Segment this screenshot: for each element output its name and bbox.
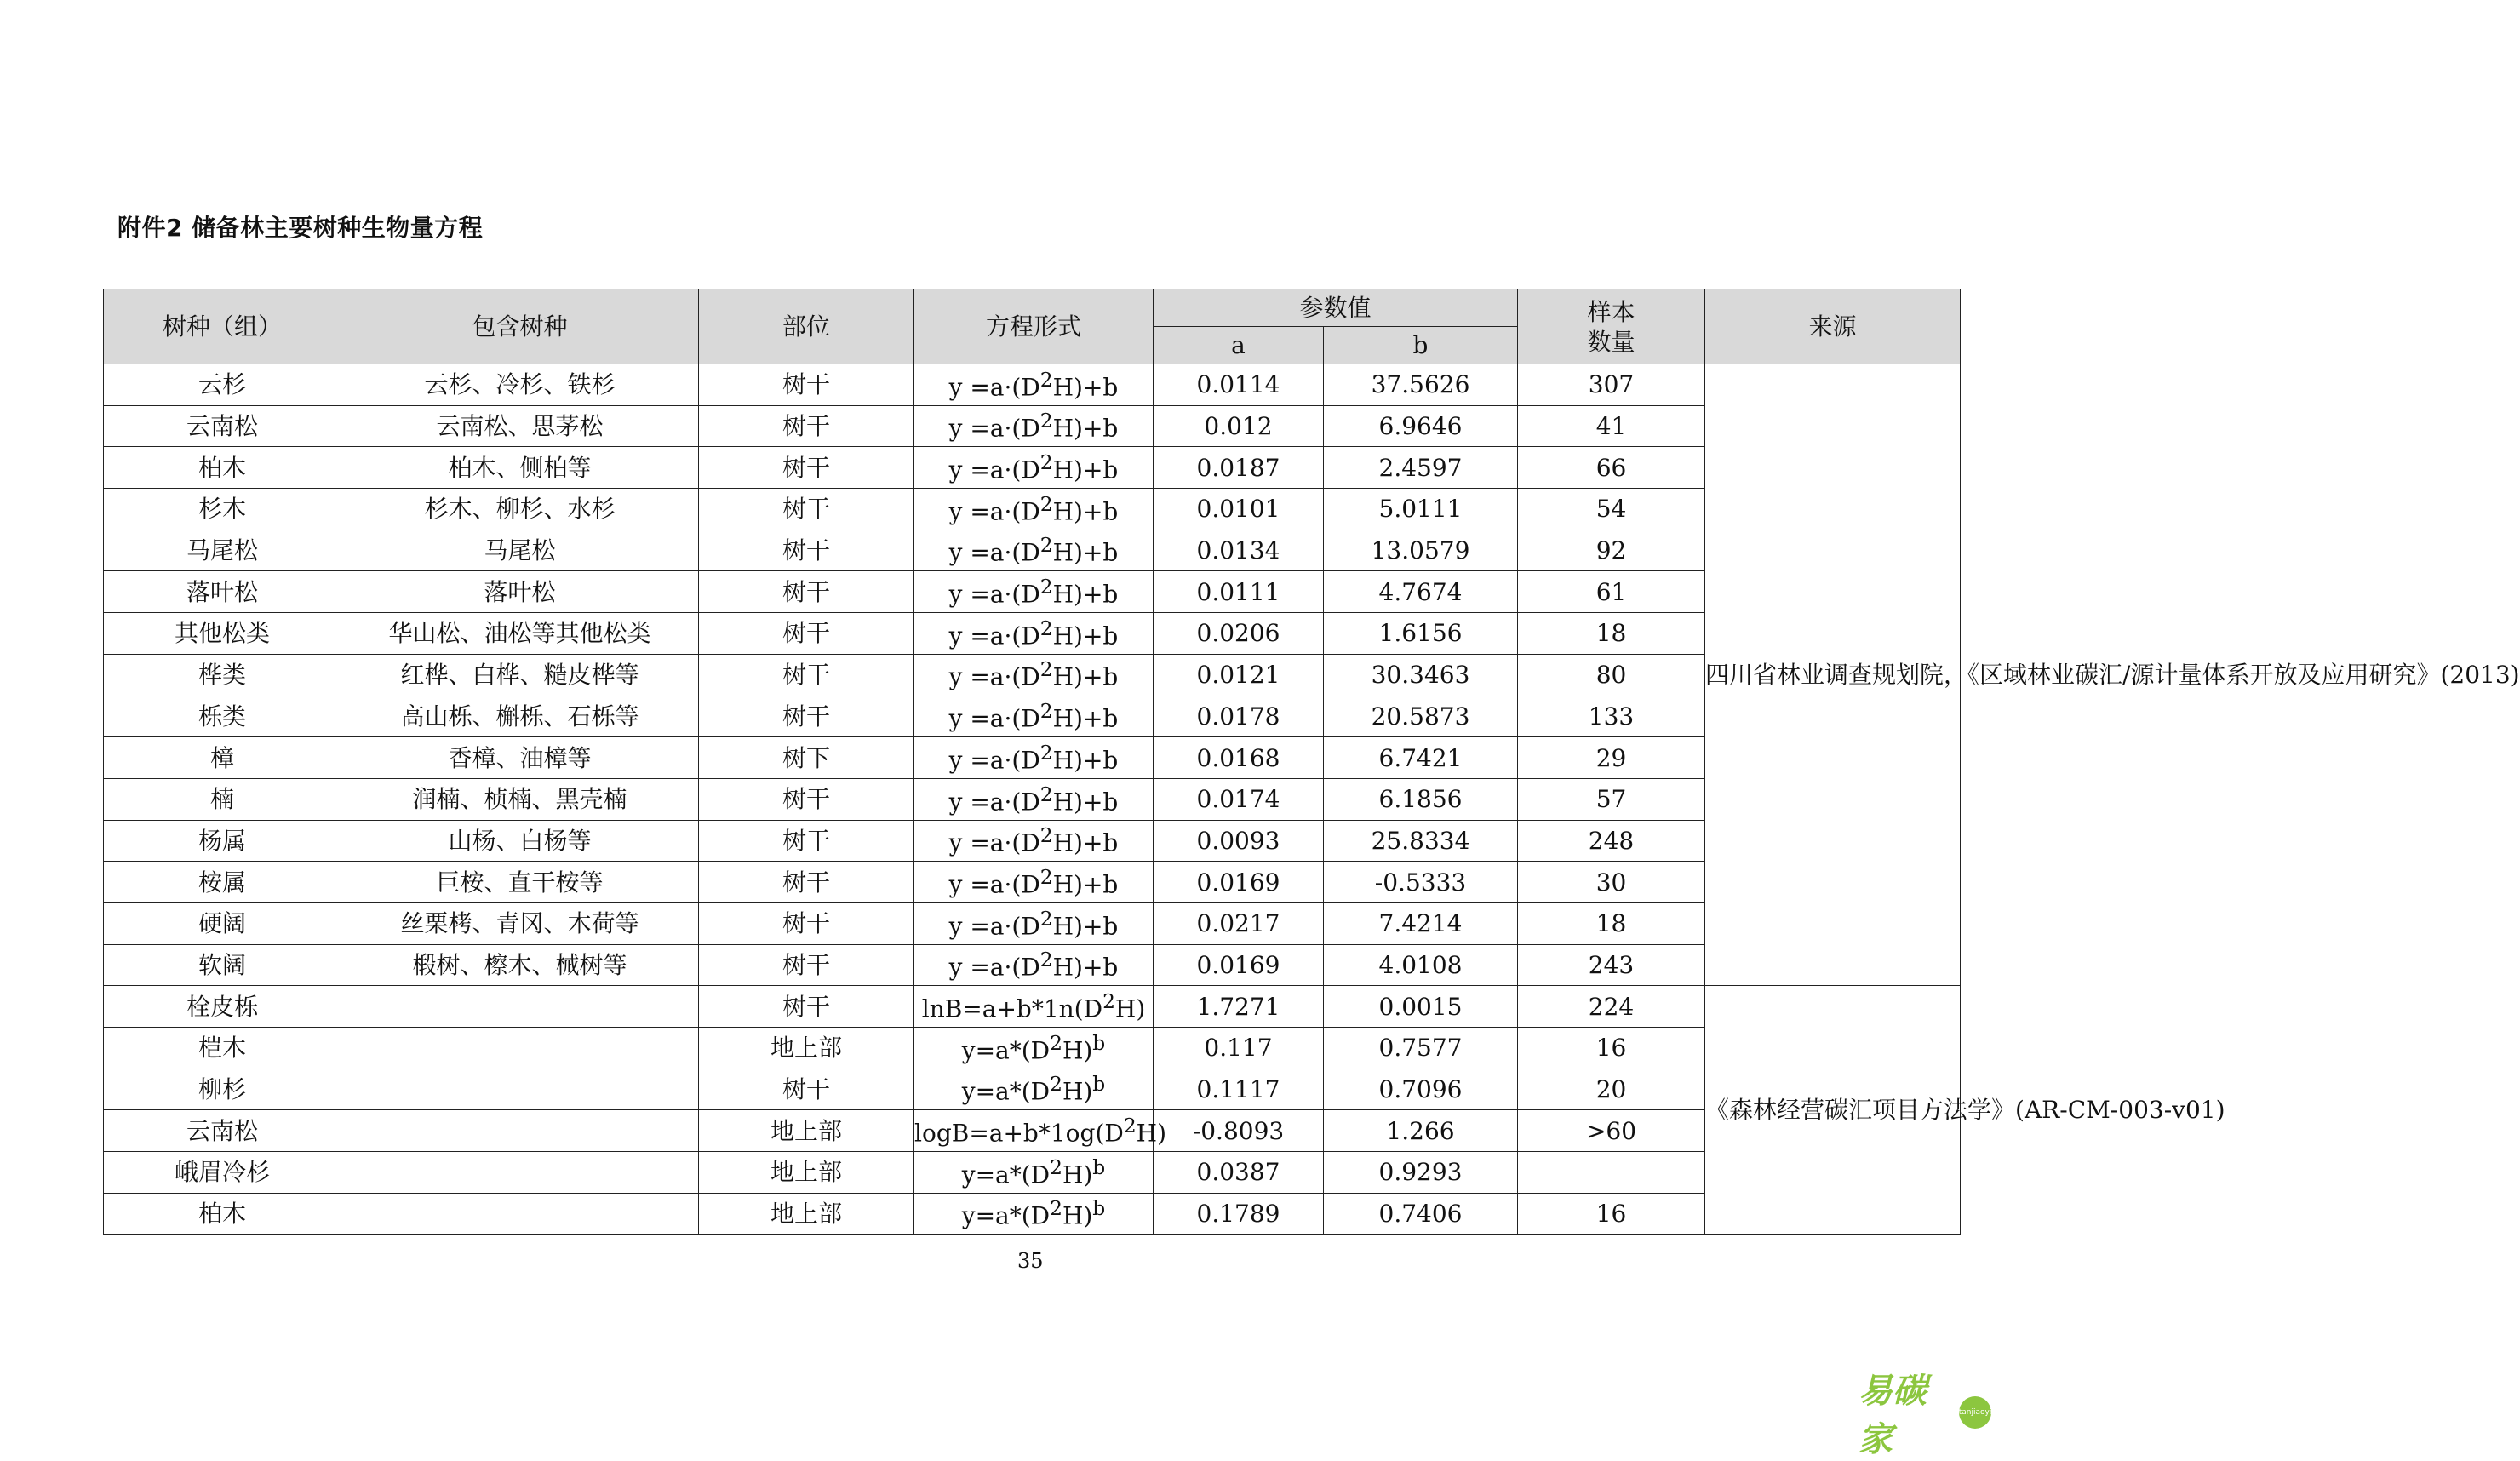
cell-included-species: 香樟、油樟等 bbox=[341, 737, 699, 779]
eq-text: y =a·(D bbox=[948, 953, 1040, 982]
eq-text: y =a·(D bbox=[948, 746, 1040, 775]
cell-param-a: 0.1117 bbox=[1154, 1069, 1324, 1110]
cell-part: 树干 bbox=[699, 902, 914, 944]
table-row bbox=[104, 571, 1961, 613]
cell-species-group: 峨眉冷杉 bbox=[104, 1152, 341, 1194]
cell-sample-count bbox=[1518, 1152, 1705, 1194]
cell-species-group: 栎类 bbox=[104, 696, 341, 737]
cell-equation bbox=[914, 1110, 1167, 1152]
header-param-b: b bbox=[1324, 327, 1518, 364]
eq-text: H)+b bbox=[1052, 787, 1119, 816]
cell-part: 树干 bbox=[699, 530, 914, 571]
cell-species-group: 硬阔 bbox=[104, 902, 341, 944]
cell-part: 树干 bbox=[699, 986, 914, 1028]
cell-equation bbox=[914, 778, 1154, 820]
table-row bbox=[104, 1028, 1961, 1069]
cell-equation bbox=[914, 737, 1154, 779]
cell-included-species bbox=[341, 1152, 699, 1194]
table-row bbox=[104, 530, 1961, 571]
cell-included-species: 山杨、白杨等 bbox=[341, 820, 699, 862]
cell-param-b: 4.0108 bbox=[1324, 944, 1518, 986]
cell-param-a: 0.0114 bbox=[1154, 364, 1324, 406]
cell-included-species: 云南松、思茅松 bbox=[341, 405, 699, 447]
eq-text: H)+b bbox=[1052, 373, 1119, 401]
eq-sup: 2 bbox=[1040, 740, 1053, 765]
cell-sample-count: 66 bbox=[1518, 447, 1705, 489]
cell-sample-count: 57 bbox=[1518, 778, 1705, 820]
header-species-group: 树种（组） bbox=[104, 289, 341, 364]
cell-species-group: 杉木 bbox=[104, 489, 341, 530]
cell-param-a: 0.0387 bbox=[1154, 1152, 1324, 1194]
cell-equation bbox=[914, 530, 1154, 571]
cell-equation bbox=[914, 613, 1154, 655]
cell-part: 地上部 bbox=[699, 1110, 914, 1152]
cell-param-b: 7.4214 bbox=[1324, 902, 1518, 944]
eq-text: y =a·(D bbox=[948, 580, 1040, 609]
table-row bbox=[104, 447, 1961, 489]
cell-part: 树干 bbox=[699, 405, 914, 447]
header-param-a: a bbox=[1154, 327, 1324, 364]
eq-text: H)+b bbox=[1052, 622, 1119, 650]
cell-included-species: 椴树、檫木、械树等 bbox=[341, 944, 699, 986]
table-row bbox=[104, 1193, 1961, 1235]
cell-param-a: -0.8093 bbox=[1154, 1110, 1324, 1152]
cell-part: 树干 bbox=[699, 613, 914, 655]
eq-text: H) bbox=[1136, 1119, 1167, 1148]
eq-text: H)+b bbox=[1052, 704, 1119, 733]
cell-sample-count: 54 bbox=[1518, 489, 1705, 530]
cell-species-group: 桉属 bbox=[104, 862, 341, 903]
cell-part: 地上部 bbox=[699, 1152, 914, 1194]
cell-param-a: 0.0217 bbox=[1154, 902, 1324, 944]
cell-param-b: 13.0579 bbox=[1324, 530, 1518, 571]
eq-sup: 2 bbox=[1050, 1196, 1062, 1221]
cell-included-species: 巨桉、直干桉等 bbox=[341, 862, 699, 903]
cell-equation bbox=[914, 696, 1154, 737]
eq-text: y =a·(D bbox=[948, 414, 1040, 443]
cell-species-group: 落叶松 bbox=[104, 571, 341, 613]
cell-equation bbox=[914, 862, 1154, 903]
cell-part: 树干 bbox=[699, 447, 914, 489]
cell-equation bbox=[914, 820, 1154, 862]
table-row bbox=[104, 405, 1961, 447]
header-source: 来源 bbox=[1705, 289, 1961, 364]
cell-species-group: 柏木 bbox=[104, 1193, 341, 1235]
eq-sup: 2 bbox=[1040, 575, 1053, 599]
table-body bbox=[104, 364, 2520, 1235]
eq-text: y=a*(D bbox=[961, 1077, 1051, 1106]
table-row bbox=[104, 862, 1961, 903]
table-row bbox=[104, 902, 1961, 944]
cell-included-species bbox=[341, 986, 699, 1028]
cell-equation bbox=[914, 405, 1154, 447]
eq-sup: 2 bbox=[1040, 948, 1053, 972]
eq-sup: 2 bbox=[1040, 367, 1053, 392]
table-row bbox=[104, 986, 1961, 1028]
cell-param-b: 5.0111 bbox=[1324, 489, 1518, 530]
eq-sup: 2 bbox=[1040, 616, 1053, 640]
cell-included-species: 润楠、桢楠、黑壳楠 bbox=[341, 778, 699, 820]
eq-sup: 2 bbox=[1040, 657, 1053, 682]
eq-text: H)+b bbox=[1052, 414, 1119, 443]
table-row bbox=[104, 820, 1961, 862]
cell-species-group: 云杉 bbox=[104, 364, 341, 406]
eq-sup: 2 bbox=[1102, 988, 1115, 1013]
eq-text: H)+b bbox=[1052, 662, 1119, 691]
cell-included-species bbox=[341, 1110, 699, 1152]
eq-text: y =a·(D bbox=[948, 622, 1040, 650]
cell-sample-count: 30 bbox=[1518, 862, 1705, 903]
eq-sup: 2 bbox=[1040, 450, 1053, 475]
cell-equation bbox=[914, 986, 1154, 1028]
eq-text: H)+b bbox=[1052, 455, 1119, 484]
cell-equation bbox=[914, 1069, 1154, 1110]
cell-included-species: 丝栗栲、青冈、木荷等 bbox=[341, 902, 699, 944]
eq-sup: 2 bbox=[1040, 699, 1053, 724]
cell-part: 树干 bbox=[699, 571, 914, 613]
cell-species-group: 楠 bbox=[104, 778, 341, 820]
cell-param-a: 0.0093 bbox=[1154, 820, 1324, 862]
cell-sample-count: 248 bbox=[1518, 820, 1705, 862]
eq-sup: 2 bbox=[1040, 533, 1053, 558]
cell-param-a: 0.0134 bbox=[1154, 530, 1324, 571]
eq-text: y =a·(D bbox=[948, 373, 1040, 401]
eq-text: H) bbox=[1062, 1077, 1093, 1106]
cell-species-group: 樟 bbox=[104, 737, 341, 779]
cell-equation bbox=[914, 364, 1154, 406]
cell-sample-count: 41 bbox=[1518, 405, 1705, 447]
table-row bbox=[104, 737, 1961, 779]
cell-param-a: 0.0101 bbox=[1154, 489, 1324, 530]
watermark-logo bbox=[1858, 1364, 1991, 1461]
watermark-domain: tanjiaoyi bbox=[1959, 1396, 1991, 1429]
eq-sup: 2 bbox=[1040, 409, 1053, 433]
header-parameters: 参数值 bbox=[1154, 289, 1518, 327]
cell-part: 树干 bbox=[699, 778, 914, 820]
cell-species-group: 云南松 bbox=[104, 405, 341, 447]
eq-sup: 2 bbox=[1040, 823, 1053, 848]
eq-text: H) bbox=[1062, 1201, 1093, 1230]
table-row bbox=[104, 1069, 1961, 1110]
eq-sup: 2 bbox=[1040, 491, 1053, 516]
eq-sup: b bbox=[1092, 1030, 1106, 1055]
cell-param-b: 25.8334 bbox=[1324, 820, 1518, 862]
eq-text: y =a·(D bbox=[948, 538, 1040, 567]
cell-species-group: 桦类 bbox=[104, 654, 341, 696]
cell-part: 树干 bbox=[699, 364, 914, 406]
cell-param-b: 6.9646 bbox=[1324, 405, 1518, 447]
eq-sup: 2 bbox=[1040, 864, 1053, 889]
page-number: 35 bbox=[1017, 1249, 1044, 1273]
eq-text: H)+b bbox=[1052, 870, 1119, 899]
cell-part: 树干 bbox=[699, 1069, 914, 1110]
cell-equation bbox=[914, 902, 1154, 944]
cell-sample-count: 16 bbox=[1518, 1028, 1705, 1069]
eq-text: lnB=a+b*1n(D bbox=[921, 994, 1103, 1023]
cell-param-b: 0.7096 bbox=[1324, 1069, 1518, 1110]
table-row bbox=[104, 696, 1961, 737]
header-sample-count: 样本 数量 bbox=[1518, 289, 1705, 364]
cell-included-species: 杉木、柳杉、水杉 bbox=[341, 489, 699, 530]
cell-param-b: 0.7406 bbox=[1324, 1193, 1518, 1235]
header-equation-form: 方程形式 bbox=[914, 289, 1154, 364]
cell-param-b: 4.7674 bbox=[1324, 571, 1518, 613]
eq-text: y =a·(D bbox=[948, 455, 1040, 484]
eq-text: y =a·(D bbox=[948, 911, 1040, 940]
eq-sup: 2 bbox=[1050, 1030, 1062, 1055]
table-row bbox=[104, 364, 1961, 406]
cell-sample-count: 243 bbox=[1518, 944, 1705, 986]
cell-param-a: 0.0111 bbox=[1154, 571, 1324, 613]
cell-included-species bbox=[341, 1069, 699, 1110]
cell-param-b: 0.7577 bbox=[1324, 1028, 1518, 1069]
cell-param-a: 0.0187 bbox=[1154, 447, 1324, 489]
eq-text: y =a·(D bbox=[948, 870, 1040, 899]
cell-sample-count: 307 bbox=[1518, 364, 1705, 406]
cell-param-b: 6.1856 bbox=[1324, 778, 1518, 820]
cell-species-group: 柏木 bbox=[104, 447, 341, 489]
eq-text: H)+b bbox=[1052, 497, 1119, 526]
cell-param-a: 0.012 bbox=[1154, 405, 1324, 447]
eq-text: H)+b bbox=[1052, 828, 1119, 857]
eq-text: H)+b bbox=[1052, 538, 1119, 567]
cell-part: 树干 bbox=[699, 489, 914, 530]
cell-param-b: 0.9293 bbox=[1324, 1152, 1518, 1194]
cell-included-species: 红桦、白桦、糙皮桦等 bbox=[341, 654, 699, 696]
cell-sample-count: 18 bbox=[1518, 902, 1705, 944]
table-row bbox=[104, 1110, 1961, 1152]
cell-param-b: 1.6156 bbox=[1324, 613, 1518, 655]
cell-sample-count: 29 bbox=[1518, 737, 1705, 779]
cell-included-species: 马尾松 bbox=[341, 530, 699, 571]
cell-equation bbox=[914, 1028, 1154, 1069]
cell-param-a: 0.117 bbox=[1154, 1028, 1324, 1069]
cell-included-species: 华山松、油松等其他松类 bbox=[341, 613, 699, 655]
cell-param-a: 0.0206 bbox=[1154, 613, 1324, 655]
eq-sup: 2 bbox=[1040, 906, 1053, 931]
eq-sup: b bbox=[1092, 1196, 1106, 1221]
cell-species-group: 栓皮栎 bbox=[104, 986, 341, 1028]
cell-part: 地上部 bbox=[699, 1193, 914, 1235]
cell-param-a: 0.0178 bbox=[1154, 696, 1324, 737]
cell-species-group: 软阔 bbox=[104, 944, 341, 986]
cell-equation bbox=[914, 1193, 1154, 1235]
cell-param-b: 37.5626 bbox=[1324, 364, 1518, 406]
cell-part: 树干 bbox=[699, 696, 914, 737]
table-row bbox=[104, 613, 1961, 655]
cell-param-b: 0.0015 bbox=[1324, 986, 1518, 1028]
cell-sample-count: 92 bbox=[1518, 530, 1705, 571]
eq-text: H)+b bbox=[1052, 911, 1119, 940]
eq-text: y =a·(D bbox=[948, 497, 1040, 526]
table-row bbox=[104, 654, 1961, 696]
cell-part: 树下 bbox=[699, 737, 914, 779]
cell-included-species bbox=[341, 1193, 699, 1235]
biomass-equation-table bbox=[103, 289, 2520, 1235]
cell-sample-count: 80 bbox=[1518, 654, 1705, 696]
eq-text: y =a·(D bbox=[948, 704, 1040, 733]
cell-param-a: 0.0174 bbox=[1154, 778, 1324, 820]
cell-param-b: -0.5333 bbox=[1324, 862, 1518, 903]
table-row bbox=[104, 778, 1961, 820]
cell-species-group: 桤木 bbox=[104, 1028, 341, 1069]
cell-param-b: 30.3463 bbox=[1324, 654, 1518, 696]
header-included-species: 包含树种 bbox=[341, 289, 699, 364]
watermark-text: 易碳家 bbox=[1858, 1372, 1927, 1459]
cell-param-b: 20.5873 bbox=[1324, 696, 1518, 737]
cell-species-group: 马尾松 bbox=[104, 530, 341, 571]
cell-equation bbox=[914, 447, 1154, 489]
cell-part: 树干 bbox=[699, 862, 914, 903]
cell-sample-count: >60 bbox=[1518, 1110, 1705, 1152]
eq-text: H) bbox=[1114, 994, 1146, 1023]
page-title: 附件2 储备林主要树种生物量方程 bbox=[117, 214, 484, 242]
cell-param-a: 0.0169 bbox=[1154, 944, 1324, 986]
eq-sup: 2 bbox=[1050, 1072, 1062, 1097]
eq-text: y=a*(D bbox=[961, 1160, 1051, 1189]
cell-param-a: 0.1789 bbox=[1154, 1193, 1324, 1235]
cell-equation bbox=[914, 944, 1154, 986]
eq-text: y =a·(D bbox=[948, 662, 1040, 691]
cell-param-b: 6.7421 bbox=[1324, 737, 1518, 779]
eq-sup: 2 bbox=[1123, 1114, 1137, 1138]
eq-sup: b bbox=[1092, 1072, 1106, 1097]
cell-param-b: 1.266 bbox=[1324, 1110, 1518, 1152]
header-part: 部位 bbox=[699, 289, 914, 364]
cell-equation bbox=[914, 571, 1154, 613]
eq-sup: b bbox=[1092, 1154, 1106, 1179]
eq-sup: 2 bbox=[1040, 782, 1053, 806]
cell-sample-count: 133 bbox=[1518, 696, 1705, 737]
cell-species-group: 杨属 bbox=[104, 820, 341, 862]
eq-text: H)+b bbox=[1052, 580, 1119, 609]
cell-species-group: 云南松 bbox=[104, 1110, 341, 1152]
table-row bbox=[104, 489, 1961, 530]
cell-param-a: 0.0169 bbox=[1154, 862, 1324, 903]
eq-text: y=a*(D bbox=[961, 1036, 1051, 1064]
table-row bbox=[104, 944, 1961, 986]
cell-param-a: 1.7271 bbox=[1154, 986, 1324, 1028]
cell-species-group: 柳杉 bbox=[104, 1069, 341, 1110]
cell-source-methodology: 《森林经营碳汇项目方法学》(AR-CM-003-v01) bbox=[1705, 986, 1961, 1235]
cell-equation bbox=[914, 1152, 1154, 1194]
cell-included-species: 落叶松 bbox=[341, 571, 699, 613]
cell-equation bbox=[914, 654, 1154, 696]
eq-text: y =a·(D bbox=[948, 828, 1040, 857]
table-row bbox=[104, 1152, 1961, 1194]
cell-sample-count: 20 bbox=[1518, 1069, 1705, 1110]
cell-part: 树干 bbox=[699, 944, 914, 986]
cell-param-a: 0.0168 bbox=[1154, 737, 1324, 779]
eq-text: y=a*(D bbox=[961, 1201, 1051, 1230]
eq-text: H) bbox=[1062, 1160, 1093, 1189]
cell-param-b: 2.4597 bbox=[1324, 447, 1518, 489]
cell-included-species: 高山栎、槲栎、石栎等 bbox=[341, 696, 699, 737]
cell-param-a: 0.0121 bbox=[1154, 654, 1324, 696]
cell-species-group: 其他松类 bbox=[104, 613, 341, 655]
eq-text: logB=a+b*1og(D bbox=[914, 1119, 1124, 1148]
cell-included-species bbox=[341, 1028, 699, 1069]
cell-part: 树干 bbox=[699, 820, 914, 862]
cell-sample-count: 61 bbox=[1518, 571, 1705, 613]
cell-included-species: 云杉、冷杉、铁杉 bbox=[341, 364, 699, 406]
cell-sample-count: 18 bbox=[1518, 613, 1705, 655]
cell-part: 地上部 bbox=[699, 1028, 914, 1069]
cell-included-species: 柏木、侧柏等 bbox=[341, 447, 699, 489]
cell-part: 树干 bbox=[699, 654, 914, 696]
cell-sample-count: 16 bbox=[1518, 1193, 1705, 1235]
eq-sup: 2 bbox=[1050, 1154, 1062, 1179]
cell-sample-count: 224 bbox=[1518, 986, 1705, 1028]
eq-text: H) bbox=[1062, 1036, 1093, 1064]
cell-source-sichuan: 四川省林业调查规划院，《区域林业碳汇/源计量体系开放及应用研究》(2013) bbox=[1705, 364, 1961, 986]
eq-text: H)+b bbox=[1052, 746, 1119, 775]
eq-text: H)+b bbox=[1052, 953, 1119, 982]
cell-equation bbox=[914, 489, 1154, 530]
eq-text: y =a·(D bbox=[948, 787, 1040, 816]
